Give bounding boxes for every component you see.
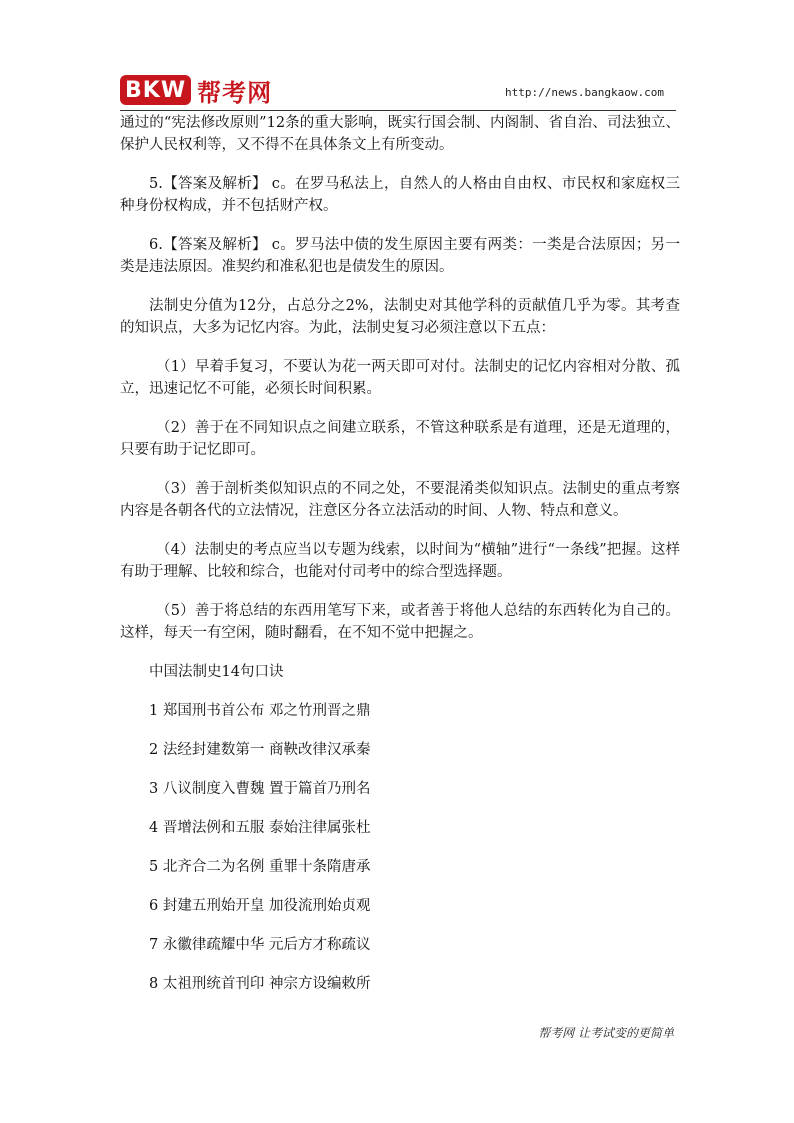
tip-2: （2）善于在不同知识点之间建立联系，不管这种联系是有道理，还是无道理的，只要有助于记忆即可。 bbox=[120, 420, 680, 458]
rhyme-line: 7 永徽律疏耀中华 元后方才称疏议 bbox=[149, 937, 371, 953]
tip-5: （5）善于将总结的东西用笔写下来，或者善于将他人总结的东西转化为自己的。这样，每天一有空闲，随时翻看，在不知不觉中把握之。 bbox=[120, 603, 680, 641]
answer-6: 6.【答案及解析】 c。罗马法中债的发生原因主要有两类：一类是合法原因；另一类是违法原因。准契约和准私犯也是债发生的原因。 bbox=[120, 237, 680, 275]
logo-text: 帮考网 bbox=[197, 78, 273, 107]
rhyme-line: 4 晋增法例和五服 泰始注律属张杜 bbox=[149, 820, 371, 836]
rhyme-line: 1 郑国刑书首公布 邓之竹刑晋之鼎 bbox=[149, 703, 371, 719]
site-url[interactable]: http://news.bangkaow.com bbox=[505, 86, 664, 99]
rhymes-title: 中国法制史14句口诀 bbox=[149, 664, 284, 680]
rhyme-line: 6 封建五刑始开皇 加役流刑始贞观 bbox=[149, 898, 371, 914]
document-body bbox=[120, 112, 680, 1012]
rhyme-line: 3 八议制度入曹魏 置于篇首乃刑名 bbox=[149, 781, 371, 797]
study-intro: 法制史分值为12分，占总分之2%，法制史对其他学科的贡献值几乎为零。其考查的知识点，大多为记忆内容。为此，法制史复习必须注意以下五点： bbox=[120, 298, 680, 336]
rhyme-line: 2 法经封建数第一 商鞅改律汉承秦 bbox=[149, 742, 371, 758]
tip-3: （3）善于剖析类似知识点的不同之处，不要混淆类似知识点。法制史的重点考察内容是各朝各代的立法情况，注意区分各立法活动的时间、人物、特点和意义。 bbox=[120, 481, 680, 519]
tip-1: （1）早着手复习，不要认为花一两天即可对付。法制史的记忆内容相对分散、孤立，迅速记忆不可能，必须长时间积累。 bbox=[120, 359, 680, 397]
rhyme-line: 5 北齐合二为名例 重罪十条隋唐承 bbox=[149, 859, 371, 875]
header-divider bbox=[120, 110, 676, 111]
paragraph-continuation: 通过的“宪法修改原则”12条的重大影响，既实行国会制、内阁制、省自治、司法独立、保护人民权利等，又不得不在具体条文上有所变动。 bbox=[120, 115, 680, 153]
logo-mark-text: BKW bbox=[125, 77, 187, 103]
answer-5: 5.【答案及解析】 c。在罗马私法上，自然人的人格由自由权、市民权和家庭权三种身份权构成，并不包括财产权。 bbox=[120, 176, 680, 214]
footer-slogan: 帮考网 让考试变的更简单 bbox=[538, 1026, 674, 1040]
bkw-logo[interactable] bbox=[120, 72, 272, 108]
logo-mark bbox=[120, 75, 191, 105]
rhyme-line: 8 太祖刑统首刊印 神宗方设编敕所 bbox=[149, 976, 371, 992]
tip-4: （4）法制史的考点应当以专题为线索，以时间为“横轴”进行“一条线”把握。这样有助于理解、比较和综合，也能对付司考中的综合型选择题。 bbox=[120, 542, 680, 580]
page-header bbox=[120, 70, 676, 112]
